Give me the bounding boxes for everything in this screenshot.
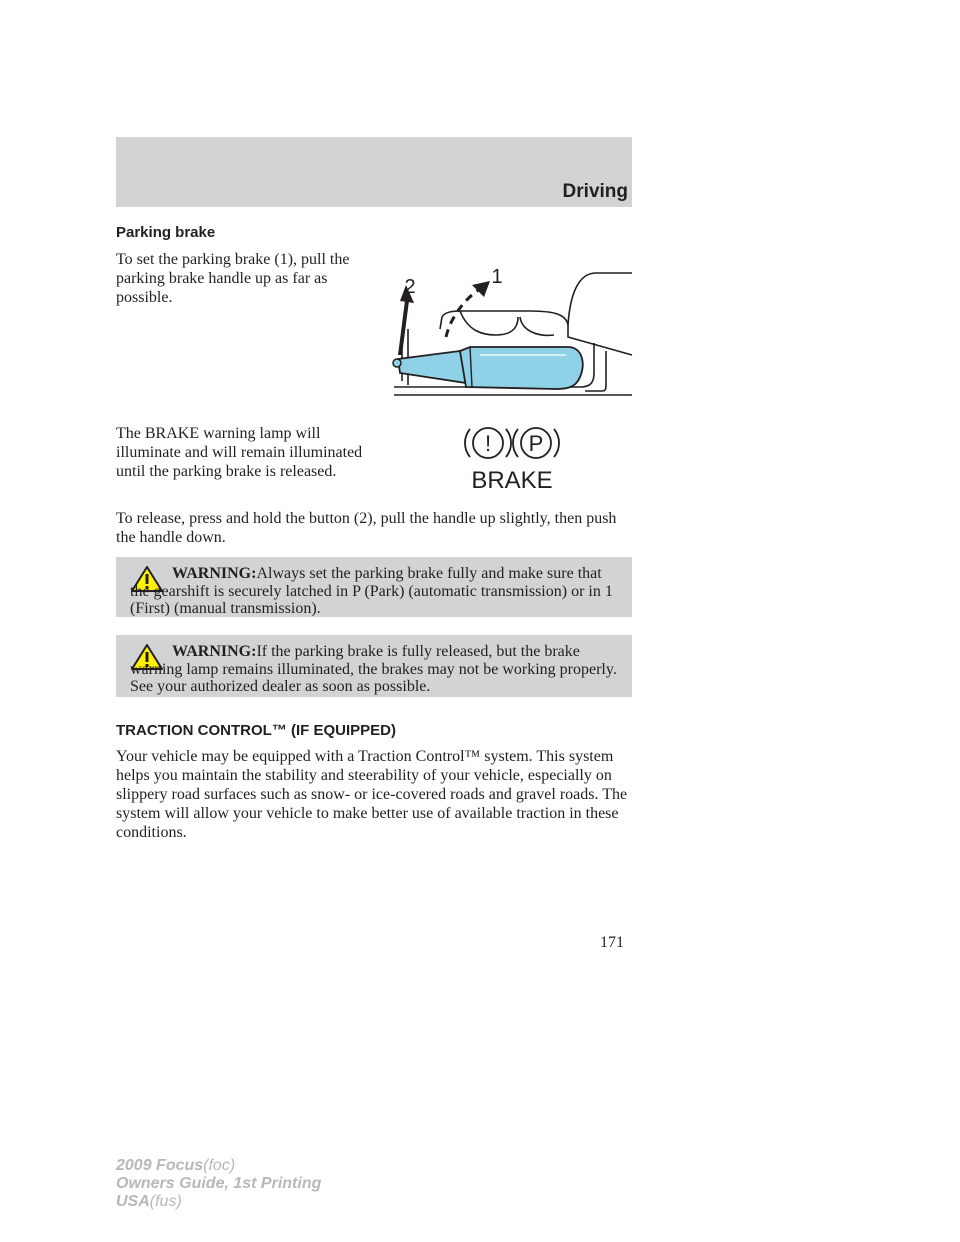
parking-brake-illustration — [380, 255, 636, 400]
callout-1-label: 1 — [491, 266, 503, 288]
warning-body: Always set the parking brake fully and make sure that the gearshift is securely latched in P (Park) (automatic transmission) or in 1 (First) (manual transmission). — [130, 565, 613, 617]
traction-control-text: Your vehicle may be equipped with a Traction Control™ system. This system helps you maintain the stability and steerability of your vehicle, especially on slippery road surfaces such as snow- or ice-covered roads and gravel roads. The system will allow your vehicle to make better use of available traction in these conditions. — [116, 748, 628, 841]
footer-line-3: USA(fus) — [116, 1193, 182, 1210]
footer-line-1: 2009 Focus(foc) — [116, 1157, 236, 1174]
brake-lamp-text: The BRAKE warning lamp will illuminate and will remain illuminated until the parking brake is released. — [116, 425, 363, 480]
warning-text-2 — [130, 643, 622, 696]
lamp-symbol-exclamation: ! — [484, 431, 492, 456]
warning-text-1 — [130, 565, 622, 618]
brake-warning-lamp-icon — [460, 422, 565, 494]
page-number: 171 — [600, 934, 624, 951]
section-title: Driving — [562, 181, 628, 202]
parking-brake-heading: Parking brake — [116, 224, 216, 241]
warning-box-1 — [116, 557, 632, 617]
warning-label: WARNING: — [172, 565, 257, 582]
section-header — [116, 137, 632, 207]
parking-brake-set-text: To set the parking brake (1), pull the parking brake handle up as far as possible. — [116, 251, 350, 306]
traction-control-heading: TRACTION CONTROL™ (IF EQUIPPED) — [116, 722, 396, 739]
warning-body: If the parking brake is fully released, but the brake warning lamp remains illuminated, the brakes may not be working properly. See your authorized dealer as soon as possible. — [130, 643, 617, 695]
warning-box-2 — [116, 635, 632, 697]
callout-2-label: 2 — [404, 276, 416, 298]
warning-label: WARNING: — [172, 643, 257, 660]
document-footer — [116, 1157, 321, 1211]
release-text: To release, press and hold the button (2), pull the handle up slightly, then push the handle down. — [116, 510, 617, 546]
lamp-symbol-p: P — [528, 431, 544, 456]
footer-line-2: Owners Guide, 1st Printing — [116, 1175, 322, 1192]
lamp-label: BRAKE — [471, 467, 553, 494]
